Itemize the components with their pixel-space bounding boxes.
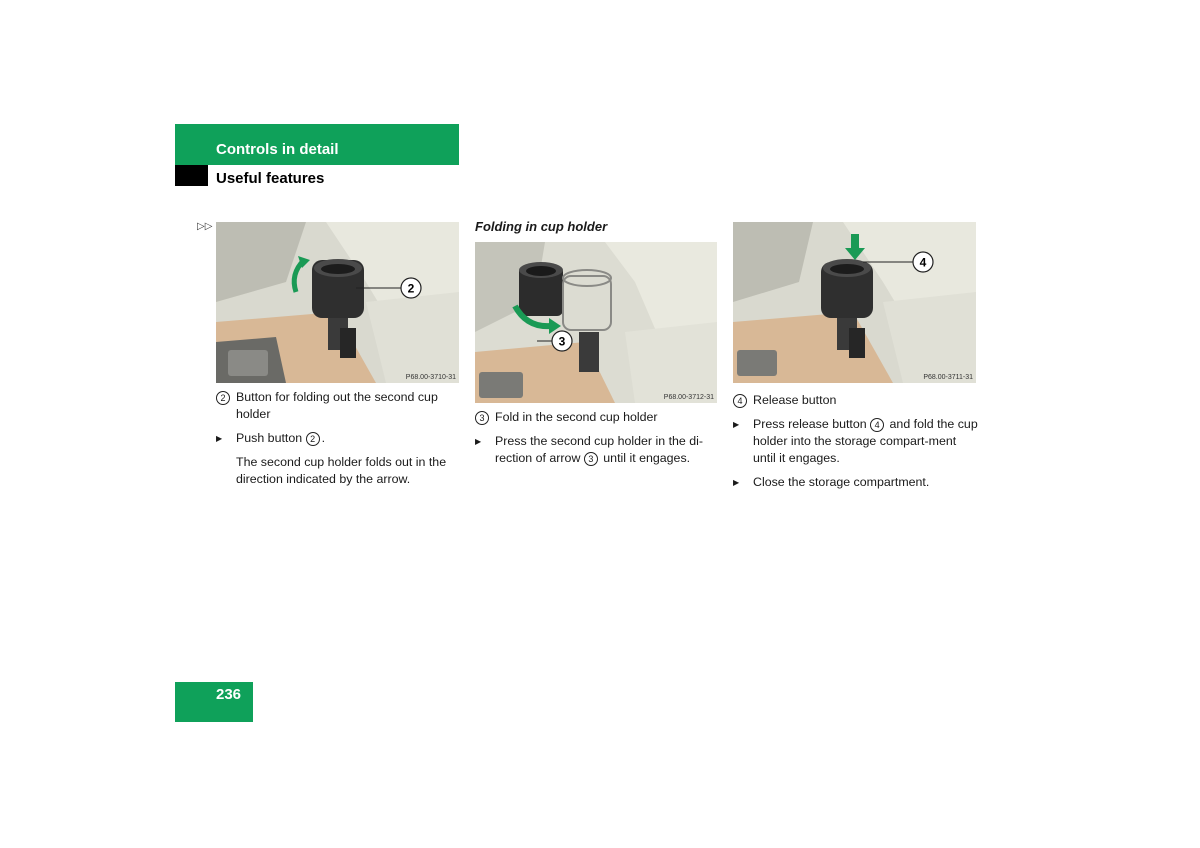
step-text: Push button: [236, 431, 306, 445]
callout-number: 4: [870, 418, 884, 432]
callout-number: 3: [475, 411, 489, 425]
page-number: 236: [216, 686, 242, 703]
folding-section-title: Folding in cup holder: [475, 219, 608, 234]
caption-text: Release button: [753, 393, 837, 407]
photo-release: [733, 222, 976, 383]
instruction-step: [733, 416, 978, 467]
callout-number: 2: [306, 432, 320, 446]
photo-code: P68.00-3712-31: [663, 394, 714, 401]
photo-code: P68.00-3710-31: [405, 374, 456, 381]
step-text: Press the second cup holder in the di-rection of arrow: [495, 434, 704, 465]
callout-number: 4: [733, 394, 747, 408]
photo-code: P68.00-3711-31: [923, 374, 973, 381]
caption-text: Fold in the second cup holder: [495, 410, 658, 424]
photo-fold-in: [475, 242, 717, 403]
step-text-end: and fold the cup holder into the storage compart-ment until it engages.: [753, 417, 978, 465]
instruction-step: [216, 430, 461, 447]
callout-2: 2: [407, 281, 415, 296]
callout-number: 2: [216, 391, 230, 405]
caption-text: Button for folding out the second cup holder: [236, 390, 438, 421]
instruction-step: [475, 433, 720, 467]
continuation-mark: ▷▷: [197, 221, 213, 232]
step-text-end: .: [321, 431, 326, 445]
page-number-box: [175, 682, 253, 722]
photo-fold-out: [216, 222, 459, 383]
chapter-title: Controls in detail: [216, 141, 339, 158]
result-text: The second cup holder folds out in the direction indicated by the arrow.: [236, 455, 447, 486]
text-column-2: [475, 409, 720, 474]
callout-number: 3: [584, 452, 598, 466]
callout-3: 3: [558, 334, 566, 349]
caption: [475, 409, 720, 426]
text-column-3: [733, 392, 978, 498]
text-column-1: [216, 389, 461, 495]
step-text-end: until it engages.: [599, 451, 691, 465]
header-black-tab: [175, 165, 208, 186]
caption: [216, 389, 461, 423]
section-subtitle: Useful features: [216, 170, 325, 187]
caption: [733, 392, 978, 409]
instruction-step: ▶ Close the storage compartment.: [733, 474, 978, 491]
callout-4: 4: [919, 255, 927, 270]
step-text: Press release button: [753, 417, 871, 431]
